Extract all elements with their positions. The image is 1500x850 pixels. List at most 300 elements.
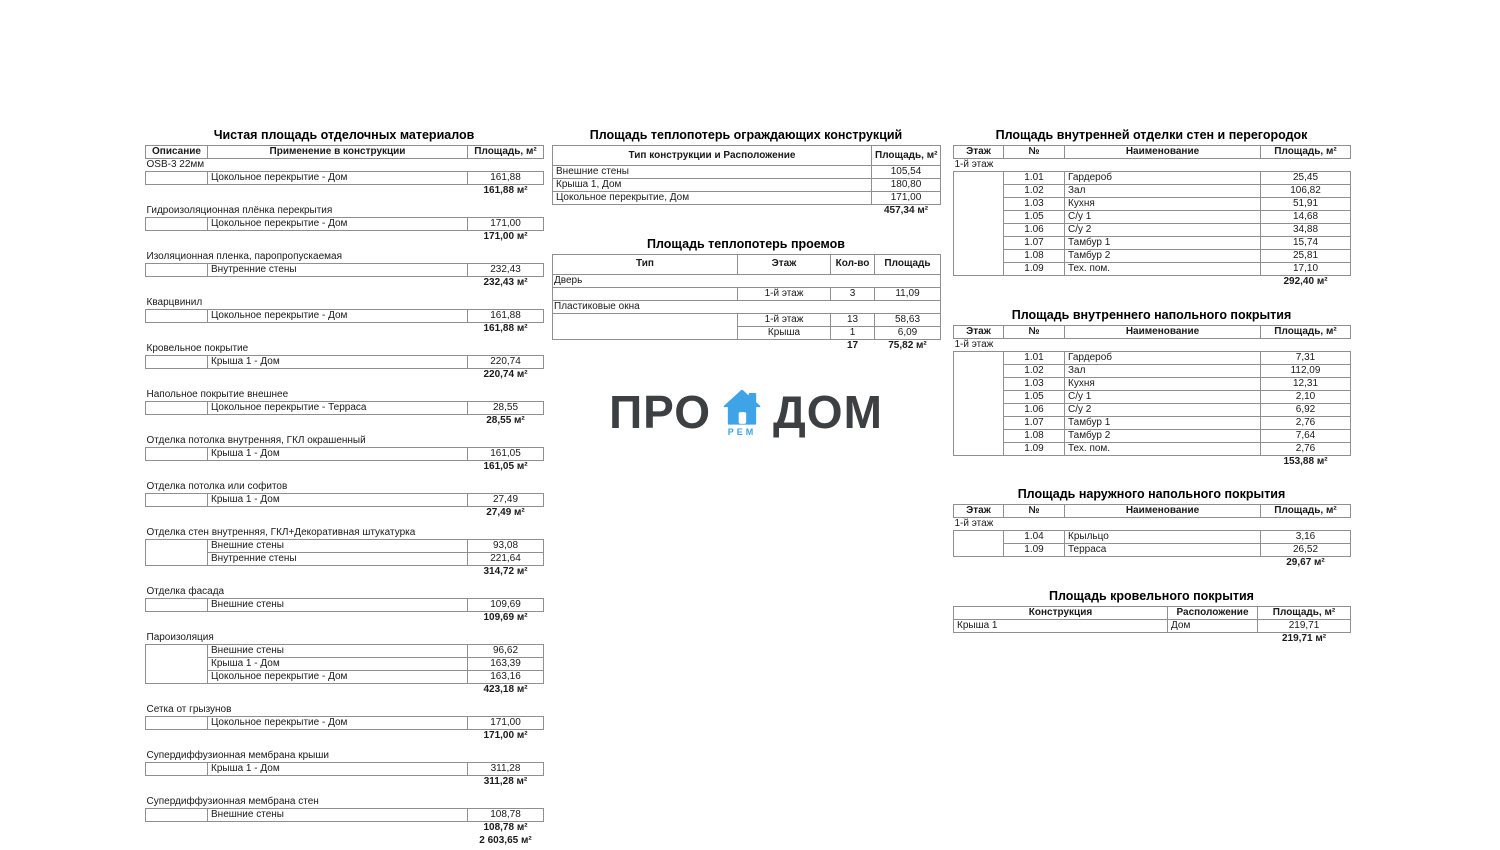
room-name-cell: Зал bbox=[1065, 364, 1261, 377]
material-name-label: Сетка от грызунов bbox=[146, 703, 232, 715]
heat-openings-header-type: Тип bbox=[553, 254, 738, 274]
header-number: № bbox=[1004, 146, 1065, 159]
room-row bbox=[954, 429, 1351, 442]
heat-structures-title: Площадь теплопотерь ограждающих конструкций bbox=[589, 128, 903, 142]
opening-area-cell: 11,09 bbox=[875, 287, 941, 300]
application-cell: Внешние стены bbox=[208, 599, 468, 612]
materials-title: Чистая площадь отделочных материалов bbox=[213, 128, 475, 142]
room-number-cell: 1.02 bbox=[1004, 185, 1065, 198]
table-total-row bbox=[954, 557, 1351, 570]
floor-group-row bbox=[954, 338, 1351, 351]
table-total-value: 29,67 м² bbox=[1286, 557, 1325, 569]
floor-label: 1-й этаж bbox=[954, 518, 994, 529]
floor-group-row bbox=[954, 159, 1351, 172]
material-subtotal-value: 311,28 м² bbox=[483, 776, 528, 788]
room-name-cell: Тамбур 1 bbox=[1065, 237, 1261, 250]
gap-row bbox=[146, 625, 544, 632]
spacer-cell bbox=[146, 461, 468, 474]
room-number-cell: 1.09 bbox=[1004, 442, 1065, 455]
header-area: Площадь, м² bbox=[1261, 146, 1351, 159]
room-number-cell: 1.03 bbox=[1004, 377, 1065, 390]
opening-data-row bbox=[553, 313, 941, 326]
room-area-cell: 7,64 bbox=[1261, 429, 1351, 442]
material-name-label: Отделка фасада bbox=[146, 585, 225, 597]
room-area-cell: 7,31 bbox=[1261, 351, 1351, 364]
area-value-cell: 311,28 bbox=[468, 763, 544, 776]
spacer-cell bbox=[146, 507, 468, 520]
roofing-header-row bbox=[954, 606, 1351, 619]
area-value-cell: 161,88 bbox=[468, 172, 544, 185]
header-area: Площадь, м² bbox=[1261, 325, 1351, 338]
room-row bbox=[954, 377, 1351, 390]
header-name: Наименование bbox=[1065, 325, 1261, 338]
spacer-cell bbox=[954, 276, 1261, 289]
application-cell: Крыша 1 - Дом bbox=[208, 658, 468, 671]
room-name-cell: Тех. пом. bbox=[1065, 442, 1261, 455]
material-data-row bbox=[146, 402, 544, 415]
material-subtotal-row bbox=[146, 231, 544, 244]
description-cell bbox=[146, 402, 208, 415]
material-group-row bbox=[146, 435, 544, 448]
opening-floor-cell: 1-й этаж bbox=[738, 287, 831, 300]
material-subtotal-row bbox=[146, 369, 544, 382]
room-number-cell: 1.07 bbox=[1004, 237, 1065, 250]
room-row bbox=[954, 224, 1351, 237]
floor-group-row bbox=[954, 518, 1351, 531]
room-number-cell: 1.07 bbox=[1004, 416, 1065, 429]
application-cell: Крыша 1 - Дом bbox=[208, 356, 468, 369]
structure-area-cell: 105,54 bbox=[872, 166, 941, 179]
header-area: Площадь, м² bbox=[1258, 606, 1351, 619]
material-subtotal-row bbox=[146, 415, 544, 428]
gap-cell bbox=[146, 336, 544, 343]
area-value-cell: 93,08 bbox=[468, 540, 544, 553]
heat-structure-row bbox=[553, 179, 941, 192]
material-subtotal-row bbox=[146, 507, 544, 520]
application-cell: Цокольное перекрытие - Дом bbox=[208, 172, 468, 185]
spacer-cell bbox=[146, 277, 468, 290]
room-number-cell: 1.06 bbox=[1004, 224, 1065, 237]
material-group-row bbox=[146, 159, 544, 172]
description-cell bbox=[146, 645, 208, 684]
materials-section bbox=[145, 128, 543, 848]
gap-row bbox=[146, 428, 544, 435]
heat-openings-block bbox=[552, 237, 940, 353]
gap-row bbox=[146, 244, 544, 251]
material-subtotal-value: 28,55 м² bbox=[486, 415, 525, 427]
material-subtotal-row bbox=[146, 461, 544, 474]
material-subtotal-value: 161,88 м² bbox=[483, 323, 528, 335]
application-cell: Крыша 1 - Дом bbox=[208, 448, 468, 461]
gap-cell bbox=[146, 244, 544, 251]
gap-cell bbox=[146, 474, 544, 481]
room-area-cell: 34,88 bbox=[1261, 224, 1351, 237]
material-subtotal-row bbox=[146, 323, 544, 336]
logo-house-block bbox=[722, 388, 762, 437]
material-group-row bbox=[146, 632, 544, 645]
roofing-total-row bbox=[954, 632, 1351, 645]
spacer-cell bbox=[146, 323, 468, 336]
roofing-block bbox=[953, 589, 1350, 646]
header-number: № bbox=[1004, 505, 1065, 518]
spacer-cell bbox=[146, 776, 468, 789]
spacer-cell bbox=[146, 185, 468, 198]
room-area-cell: 26,52 bbox=[1261, 544, 1351, 557]
gap-row bbox=[146, 290, 544, 297]
area-value-cell: 27,49 bbox=[468, 494, 544, 507]
material-group-row bbox=[146, 704, 544, 717]
material-subtotal-value: 27,49 м² bbox=[486, 507, 525, 519]
application-cell: Внешние стены bbox=[208, 540, 468, 553]
room-name-cell: Кухня bbox=[1065, 377, 1261, 390]
opening-count-cell: 1 bbox=[831, 326, 875, 339]
gap-row bbox=[146, 579, 544, 586]
area-value-cell: 171,00 bbox=[468, 717, 544, 730]
material-data-row bbox=[146, 717, 544, 730]
spacer-cell bbox=[146, 835, 468, 848]
material-name-label: OSB-3 22мм bbox=[146, 159, 205, 170]
header-floor: Этаж bbox=[954, 505, 1004, 518]
room-name-cell: Гардероб bbox=[1065, 172, 1261, 185]
heat-openings-header-count: Кол-во bbox=[831, 254, 875, 274]
room-row bbox=[954, 442, 1351, 455]
spacer-cell bbox=[553, 205, 872, 218]
header-floor: Этаж bbox=[954, 146, 1004, 159]
material-name-label: Изоляционная пленка, паропропускаемая bbox=[146, 250, 342, 262]
material-data-row bbox=[146, 599, 544, 612]
material-subtotal-value: 232,43 м² bbox=[483, 277, 528, 289]
room-name-cell: Зал bbox=[1065, 185, 1261, 198]
roof-location-cell: Дом bbox=[1168, 619, 1258, 632]
material-subtotal-row bbox=[146, 684, 544, 697]
material-subtotal-value: 171,00 м² bbox=[483, 231, 528, 243]
room-row bbox=[954, 531, 1351, 544]
spacer-cell bbox=[146, 415, 468, 428]
room-area-cell: 106,82 bbox=[1261, 185, 1351, 198]
spacer-cell bbox=[146, 231, 468, 244]
spacer-cell bbox=[954, 632, 1258, 645]
prodom-logo bbox=[552, 386, 940, 437]
application-cell: Цокольное перекрытие - Дом bbox=[208, 218, 468, 231]
spacer-cell bbox=[146, 822, 468, 835]
room-row bbox=[954, 403, 1351, 416]
heat-structures-table bbox=[552, 145, 941, 218]
room-area-cell: 25,45 bbox=[1261, 172, 1351, 185]
exterior-floor-title: Площадь наружного напольного покрытия bbox=[1017, 487, 1286, 501]
gap-row bbox=[146, 382, 544, 389]
material-data-row bbox=[146, 448, 544, 461]
spacer-cell bbox=[954, 455, 1261, 468]
spacer-cell bbox=[146, 369, 468, 382]
opening-floor-cell: Крыша bbox=[738, 326, 831, 339]
roofing-title: Площадь кровельного покрытия bbox=[1049, 588, 1254, 603]
material-subtotal-row bbox=[146, 612, 544, 625]
room-number-cell: 1.06 bbox=[1004, 403, 1065, 416]
heat-loss-section bbox=[552, 128, 940, 438]
opening-count-cell: 13 bbox=[831, 313, 875, 326]
room-name-cell: Тамбур 2 bbox=[1065, 429, 1261, 442]
materials-grand-total-value: 2 603,65 м² bbox=[479, 835, 532, 846]
material-group-row bbox=[146, 343, 544, 356]
room-row bbox=[954, 544, 1351, 557]
material-data-row bbox=[146, 218, 544, 231]
roof-row bbox=[954, 619, 1351, 632]
opening-area-cell: 6,09 bbox=[875, 326, 941, 339]
room-row bbox=[954, 250, 1351, 263]
area-value-cell: 163,39 bbox=[468, 658, 544, 671]
area-value-cell: 161,05 bbox=[468, 448, 544, 461]
material-group-row bbox=[146, 251, 544, 264]
room-number-cell: 1.02 bbox=[1004, 364, 1065, 377]
opening-floor-cell: 1-й этаж bbox=[738, 313, 831, 326]
material-subtotal-value: 171,00 м² bbox=[483, 730, 528, 742]
gap-cell bbox=[146, 520, 544, 527]
structure-type-cell: Крыша 1, Дом bbox=[553, 179, 872, 192]
material-group-row bbox=[146, 750, 544, 763]
gap-row bbox=[146, 789, 544, 796]
gap-row bbox=[146, 336, 544, 343]
room-name-cell: Крыльцо bbox=[1065, 531, 1261, 544]
material-group-row bbox=[146, 586, 544, 599]
opening-type-cell bbox=[553, 313, 738, 339]
opening-type-label: Дверь bbox=[553, 274, 941, 287]
description-cell bbox=[146, 540, 208, 566]
material-subtotal-value: 161,88 м² bbox=[483, 185, 528, 197]
material-name-label: Напольное покрытие внешнее bbox=[146, 388, 289, 400]
material-name-label: Пароизоляция bbox=[146, 631, 214, 643]
material-subtotal-value: 423,18 м² bbox=[483, 684, 528, 696]
material-subtotal-row bbox=[146, 277, 544, 290]
application-cell: Внутренние стены bbox=[208, 553, 468, 566]
area-value-cell: 163,16 bbox=[468, 671, 544, 684]
spacer-cell bbox=[146, 730, 468, 743]
description-cell bbox=[146, 310, 208, 323]
opening-group-row bbox=[553, 300, 941, 313]
roofing-total-value: 219,71 м² bbox=[1281, 632, 1327, 644]
interior-floor-block bbox=[953, 308, 1350, 469]
application-cell: Крыша 1 - Дом bbox=[208, 494, 468, 507]
floor-cell bbox=[954, 531, 1004, 557]
spacer-cell bbox=[146, 612, 468, 625]
logo-sub-rem: РЕМ bbox=[727, 427, 757, 437]
area-value-cell: 161,88 bbox=[468, 310, 544, 323]
roofing-table bbox=[953, 606, 1351, 646]
heat-structures-total-value: 457,34 м² bbox=[883, 205, 929, 217]
area-value-cell: 109,69 bbox=[468, 599, 544, 612]
material-data-row bbox=[146, 310, 544, 323]
description-cell bbox=[146, 448, 208, 461]
description-cell bbox=[146, 356, 208, 369]
heat-openings-header-floor: Этаж bbox=[738, 254, 831, 274]
floor-label: 1-й этаж bbox=[954, 338, 994, 350]
room-number-cell: 1.01 bbox=[1004, 351, 1065, 364]
heat-openings-total-row bbox=[553, 339, 941, 352]
material-subtotal-value: 220,74 м² bbox=[483, 369, 528, 381]
gap-cell bbox=[146, 579, 544, 586]
room-area-cell: 2,76 bbox=[1261, 442, 1351, 455]
description-cell bbox=[146, 717, 208, 730]
table-total-row bbox=[954, 276, 1351, 289]
description-cell bbox=[146, 763, 208, 776]
material-data-row bbox=[146, 264, 544, 277]
room-area-cell: 14,68 bbox=[1261, 211, 1351, 224]
room-number-cell: 1.08 bbox=[1004, 429, 1065, 442]
gap-cell bbox=[146, 290, 544, 297]
room-row bbox=[954, 364, 1351, 377]
description-cell bbox=[146, 172, 208, 185]
description-cell bbox=[146, 494, 208, 507]
application-cell: Цокольное перекрытие - Дом bbox=[208, 717, 468, 730]
floor-cell bbox=[954, 172, 1004, 276]
heat-openings-table bbox=[552, 254, 941, 353]
application-cell: Цокольное перекрытие - Терраса bbox=[208, 402, 468, 415]
room-area-cell: 3,16 bbox=[1261, 531, 1351, 544]
heat-structure-row bbox=[553, 192, 941, 205]
area-value-cell: 232,43 bbox=[468, 264, 544, 277]
area-value-cell: 28,55 bbox=[468, 402, 544, 415]
room-name-cell: Тамбур 1 bbox=[1065, 416, 1261, 429]
material-name-label: Супердиффузионная мембрана крыши bbox=[146, 749, 329, 761]
structure-area-cell: 171,00 bbox=[872, 192, 941, 205]
table-total-row bbox=[954, 455, 1351, 468]
room-row bbox=[954, 390, 1351, 403]
heat-structure-row bbox=[553, 166, 941, 179]
openings-total-area: 75,82 м² bbox=[888, 339, 927, 351]
heat-structures-total-row bbox=[553, 205, 941, 218]
gap-row bbox=[146, 520, 544, 527]
heat-openings-header-area: Площадь bbox=[875, 254, 941, 274]
material-name-label: Отделка стен внутренняя, ГКЛ+Декоративная штукатурка bbox=[146, 526, 416, 538]
interior-floor-table bbox=[953, 325, 1351, 469]
spacer-cell bbox=[146, 684, 468, 697]
materials-header-area: Площадь, м² bbox=[468, 146, 544, 159]
gap-row bbox=[146, 474, 544, 481]
spacer-cell bbox=[146, 566, 468, 579]
opening-type-cell bbox=[553, 287, 738, 300]
material-data-row bbox=[146, 540, 544, 553]
material-name-label: Кварцвинил bbox=[146, 296, 203, 308]
application-cell: Цокольное перекрытие - Дом bbox=[208, 671, 468, 684]
interior-walls-block bbox=[953, 128, 1350, 289]
room-name-cell: Терраса bbox=[1065, 544, 1261, 557]
roof-construction-cell: Крыша 1 bbox=[954, 619, 1168, 632]
structure-type-cell: Цокольное перекрытие, Дом bbox=[553, 192, 872, 205]
room-area-cell: 6,92 bbox=[1261, 403, 1351, 416]
room-row bbox=[954, 351, 1351, 364]
exterior-floor-header-row bbox=[954, 505, 1351, 518]
description-cell bbox=[146, 599, 208, 612]
spacer-cell bbox=[553, 339, 831, 352]
header-floor: Этаж bbox=[954, 325, 1004, 338]
house-icon bbox=[722, 388, 762, 428]
room-name-cell: Тамбур 2 bbox=[1065, 250, 1261, 263]
gap-cell bbox=[146, 789, 544, 796]
room-row bbox=[954, 416, 1351, 429]
room-number-cell: 1.05 bbox=[1004, 390, 1065, 403]
room-row bbox=[954, 198, 1351, 211]
room-name-cell: С/у 2 bbox=[1065, 403, 1261, 416]
table-total-value: 153,88 м² bbox=[1283, 455, 1328, 467]
room-number-cell: 1.05 bbox=[1004, 211, 1065, 224]
interior-walls-table bbox=[953, 145, 1351, 289]
area-value-cell: 171,00 bbox=[468, 218, 544, 231]
floor-cell bbox=[954, 351, 1004, 455]
materials-header-row bbox=[146, 146, 544, 159]
application-cell: Цокольное перекрытие - Дом bbox=[208, 310, 468, 323]
opening-group-row bbox=[553, 274, 941, 287]
material-data-row bbox=[146, 172, 544, 185]
room-name-cell: С/у 1 bbox=[1065, 390, 1261, 403]
description-cell bbox=[146, 809, 208, 822]
room-area-cell: 112,09 bbox=[1261, 364, 1351, 377]
material-subtotal-row bbox=[146, 776, 544, 789]
material-subtotal-row bbox=[146, 822, 544, 835]
header-name: Наименование bbox=[1065, 146, 1261, 159]
area-value-cell: 220,74 bbox=[468, 356, 544, 369]
material-subtotal-row bbox=[146, 730, 544, 743]
gap-cell bbox=[146, 382, 544, 389]
header-name: Наименование bbox=[1065, 505, 1261, 518]
interior-floor-title: Площадь внутреннего напольного покрытия bbox=[1011, 307, 1292, 322]
application-cell: Внешние стены bbox=[208, 809, 468, 822]
gap-row bbox=[146, 743, 544, 750]
material-name-label: Отделка потолка внутренняя, ГКЛ окрашенный bbox=[146, 434, 366, 446]
area-value-cell: 96,62 bbox=[468, 645, 544, 658]
material-group-row bbox=[146, 481, 544, 494]
opening-area-cell: 58,63 bbox=[875, 313, 941, 326]
header-location: Расположение bbox=[1168, 606, 1258, 619]
room-row bbox=[954, 172, 1351, 185]
logo-word-pro: ПРО bbox=[609, 385, 712, 438]
interior-floor-header-row bbox=[954, 325, 1351, 338]
logo-word-dom: ДОМ bbox=[773, 385, 883, 438]
room-row bbox=[954, 185, 1351, 198]
openings-total-count: 17 bbox=[846, 339, 859, 351]
materials-grand-total-row bbox=[146, 835, 544, 848]
gap-cell bbox=[146, 743, 544, 750]
header-area: Площадь, м² bbox=[1261, 505, 1351, 518]
room-name-cell: Кухня bbox=[1065, 198, 1261, 211]
material-name-label: Гидроизоляционная плёнка перекрытия bbox=[146, 204, 333, 216]
room-area-cell: 51,91 bbox=[1261, 198, 1351, 211]
gap-row bbox=[146, 198, 544, 205]
materials-header-application: Применение в конструкции bbox=[208, 146, 468, 159]
application-cell: Крыша 1 - Дом bbox=[208, 763, 468, 776]
material-subtotal-value: 314,72 м² bbox=[483, 566, 528, 578]
room-number-cell: 1.01 bbox=[1004, 172, 1065, 185]
room-number-cell: 1.09 bbox=[1004, 544, 1065, 557]
areas-section bbox=[953, 128, 1350, 645]
material-data-row bbox=[146, 494, 544, 507]
room-number-cell: 1.09 bbox=[1004, 263, 1065, 276]
gap-cell bbox=[146, 697, 544, 704]
application-cell: Внутренние стены bbox=[208, 264, 468, 277]
materials-table bbox=[145, 145, 544, 848]
room-area-cell: 2,10 bbox=[1261, 390, 1351, 403]
opening-data-row bbox=[553, 287, 941, 300]
interior-walls-header-row bbox=[954, 146, 1351, 159]
gap-cell bbox=[146, 198, 544, 205]
material-data-row bbox=[146, 645, 544, 658]
heat-structures-header-area: Площадь, м² bbox=[872, 146, 941, 166]
material-subtotal-row bbox=[146, 185, 544, 198]
heat-openings-header-row bbox=[553, 254, 941, 274]
opening-count-cell: 3 bbox=[831, 287, 875, 300]
material-group-row bbox=[146, 796, 544, 809]
structure-area-cell: 180,80 bbox=[872, 179, 941, 192]
room-row bbox=[954, 211, 1351, 224]
room-area-cell: 15,74 bbox=[1261, 237, 1351, 250]
